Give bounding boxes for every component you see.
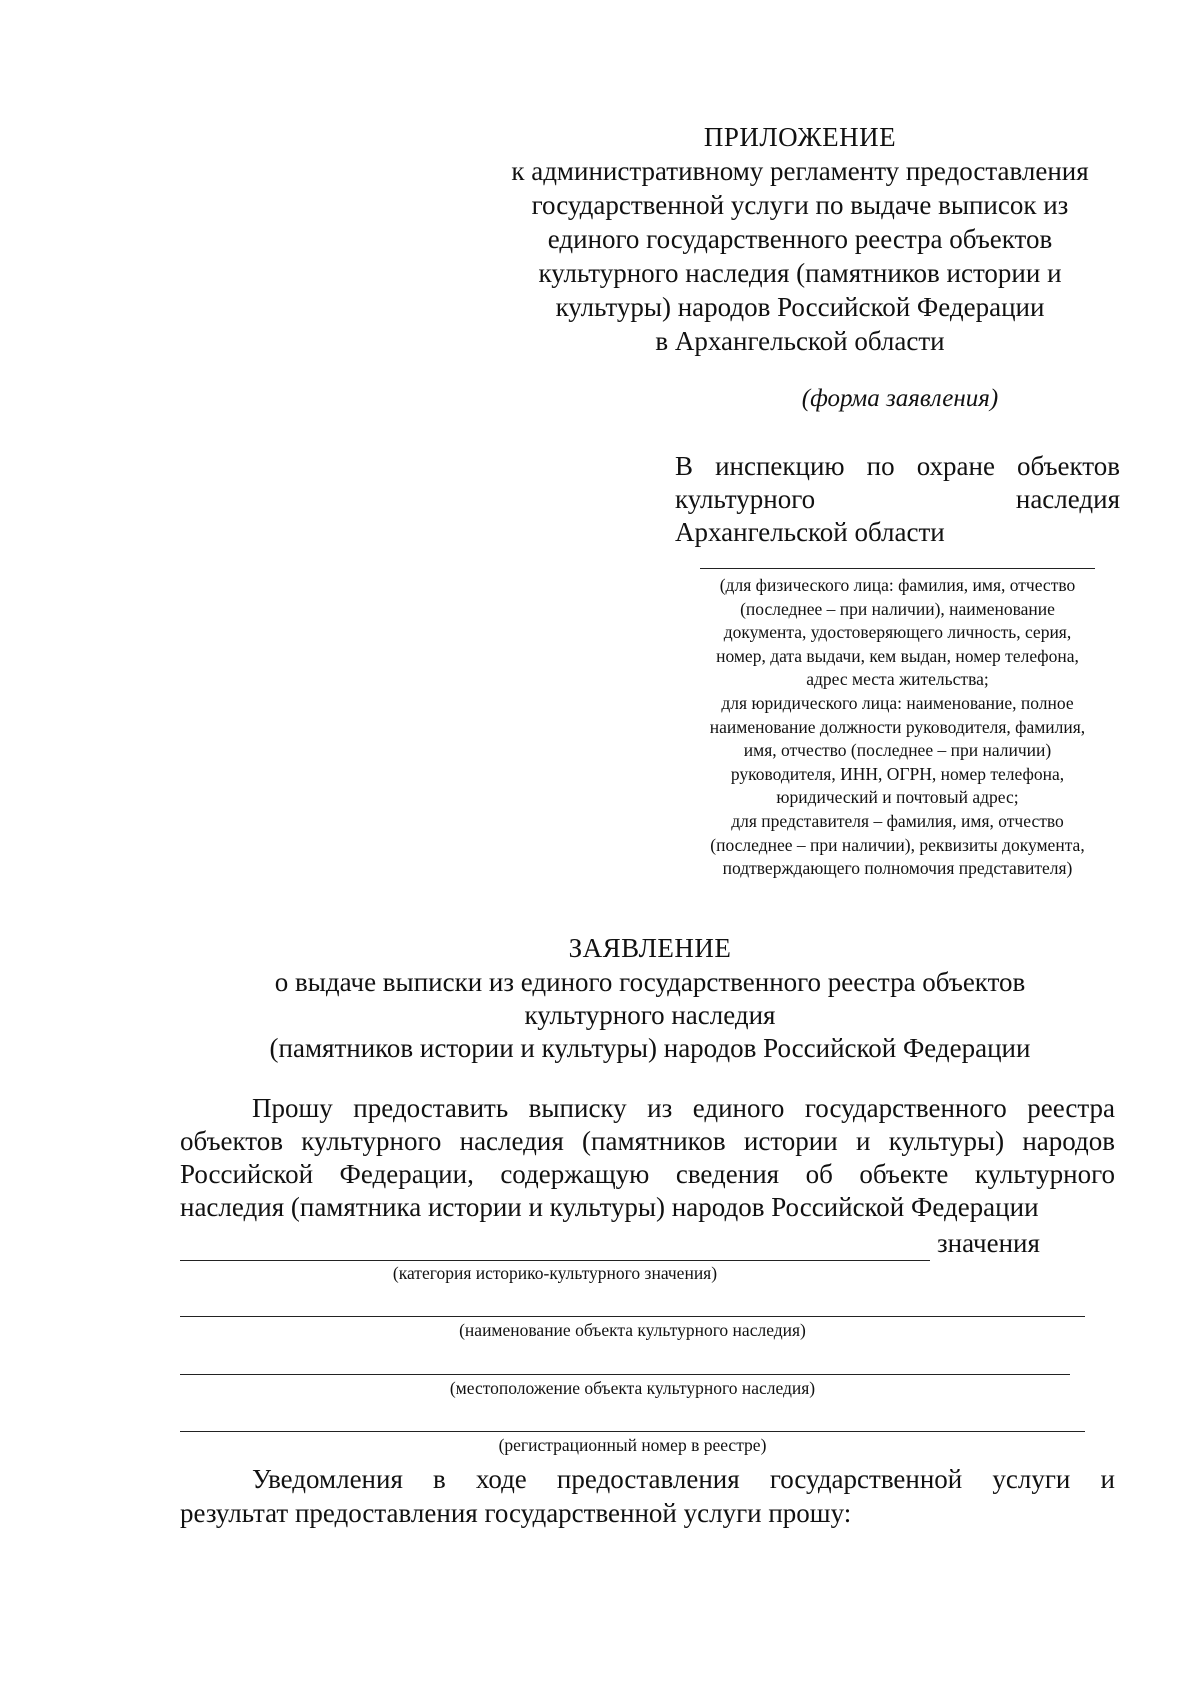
statement-subtitle-line: (памятников истории и культуры) народов Российской Федерации [269,1033,1031,1063]
applicant-note-line: номер, дата выдачи, кем выдан, номер телефона, [716,645,1079,666]
applicant-note-line: (последнее – при наличии), наименование [740,598,1055,619]
form-note: (форма заявления) [801,385,999,412]
addressee-line-right: наследия [1015,484,1120,514]
significance-suffix: значения [937,1228,1040,1258]
statement-title-block [120,932,1180,1065]
request-line: объектов культурного наследия (памятников истории и культуры) народов [180,1126,1115,1156]
location-fill-line[interactable] [180,1374,1070,1375]
applicant-note-line: подтверждающего полномочия представителя) [722,858,1073,879]
statement-title: ЗАЯВЛЕНИЕ [568,933,732,963]
notification-word: государственной [769,1464,963,1494]
applicant-note-line: имя, отчество (последнее – при наличии) [743,740,1052,761]
addressee-line-left: культурного [675,484,816,514]
applicant-note-line: для представителя – фамилия, имя, отчество [731,810,1064,831]
addressee-line: Архангельской области [675,517,945,547]
appendix-line: государственной услуги по выдаче выписок из [531,190,1069,220]
regnum-fill-line[interactable] [180,1431,1085,1432]
request-paragraph [180,1092,1115,1224]
applicant-note-line: наименование должности руководителя, фамилия, [709,716,1086,737]
notification-line: результат предоставления государственной услуги прошу: [180,1498,852,1528]
notification-word: и [1100,1464,1115,1494]
request-line: наследия (памятника истории и культуры) народов Российской Федерации [180,1192,1039,1222]
appendix-header [500,120,1100,358]
addressee-line-text: В инспекцию по охране объектов [675,451,1120,481]
location-caption: (местоположение объекта культурного наследия) [449,1378,816,1398]
applicant-note-line: адрес места жительства; [806,669,989,690]
applicant-note-line: (для физического лица: фамилия, имя, отчество [719,575,1076,595]
object-name-fill-line[interactable] [180,1316,1085,1317]
applicant-fill-line[interactable] [700,568,1095,569]
applicant-note-line: для юридического лица: наименование, полное [721,692,1074,713]
notification-word: Уведомления [252,1464,403,1494]
addressee-line [675,450,1120,483]
request-line: Прошу предоставить выписку из единого государственного реестра [252,1093,1115,1123]
statement-subtitle-line: культурного наследия [524,1000,776,1030]
request-line: Российской Федерации, содержащую сведения об объекте культурного [180,1159,1115,1189]
notification-word: в [433,1464,446,1494]
category-fill-line[interactable] [180,1260,930,1261]
notification-line [180,1462,1115,1496]
notification-word: ходе [475,1464,527,1494]
appendix-line: к административному регламенту предоставления [511,156,1089,186]
applicant-note-line: документа, удостоверяющего личность, серия, [723,622,1072,643]
appendix-line: в Архангельской области [655,326,945,356]
addressee-line [675,483,1120,516]
category-caption: (категория историко-культурного значения) [392,1263,718,1283]
addressee-block [675,450,1120,549]
notification-word: предоставления [556,1464,740,1494]
applicant-note-line: юридический и почтовый адрес; [776,787,1019,808]
statement-subtitle-line: о выдаче выписки из единого государственного реестра объектов [274,967,1026,997]
appendix-heading: ПРИЛОЖЕНИЕ [703,122,897,152]
object-name-caption: (наименование объекта культурного наследия) [459,1320,806,1340]
notification-paragraph [180,1462,1115,1530]
appendix-line: культурного наследия (памятников истории и [538,258,1062,288]
applicant-note [665,574,1130,881]
notification-word: услуги [992,1464,1071,1494]
applicant-note-line: (последнее – при наличии), реквизиты документа, [710,834,1085,855]
appendix-line: культуры) народов Российской Федерации [555,292,1045,322]
applicant-note-line: руководителя, ИНН, ОГРН, номер телефона, [730,763,1065,784]
regnum-caption: (регистрационный номер в реестре) [498,1435,767,1455]
appendix-line: единого государственного реестра объектов [547,224,1053,254]
